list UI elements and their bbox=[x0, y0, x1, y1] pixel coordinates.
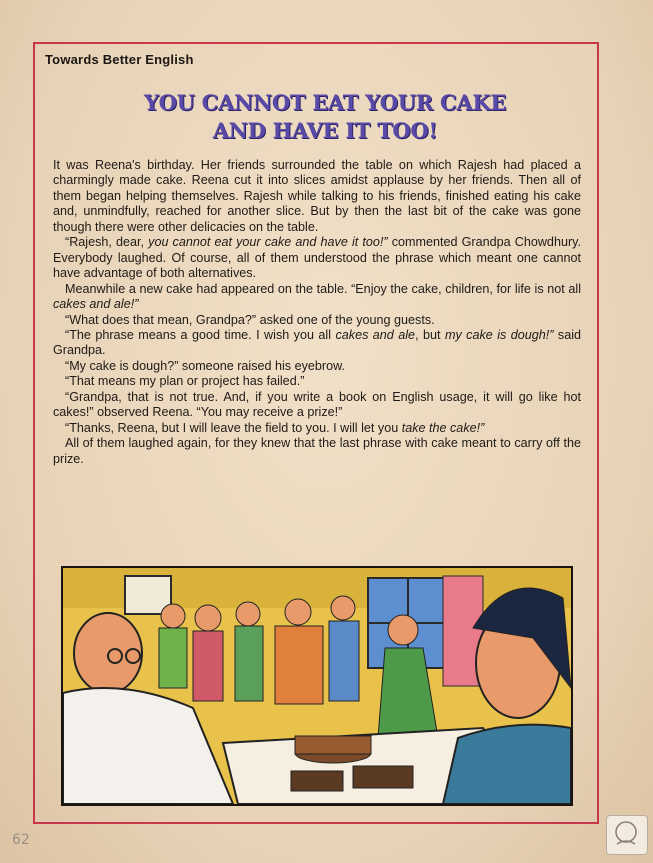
series-heading: Towards Better English bbox=[45, 52, 194, 67]
stamp-art bbox=[607, 816, 645, 852]
story-title-line-1: YOU CANNOT EAT YOUR CAKE bbox=[143, 90, 507, 115]
cake-body bbox=[295, 736, 371, 754]
paragraph: “What does that mean, Grandpa?” asked one of the young guests. bbox=[65, 312, 435, 327]
italic-phrase: my cake is dough!” bbox=[444, 327, 554, 342]
cake-box bbox=[353, 766, 413, 788]
italic-phrase: cakes and ale!” bbox=[53, 297, 139, 312]
italic-phrase: you cannot eat your cake and have it too!” bbox=[148, 235, 388, 250]
paragraph bbox=[53, 235, 581, 281]
story-title-line-2: AND HAVE IT TOO! bbox=[212, 118, 438, 143]
paragraph: “That means my plan or project has failed.” bbox=[65, 374, 305, 389]
italic-phrase: cakes and ale bbox=[335, 327, 416, 342]
paragraph: “Grandpa, that is not true. And, if you write a book on English usage, it will go like hot cakes!” observed Reena. “You may receive a prize!” bbox=[53, 389, 581, 420]
text-run: said Grandpa. bbox=[53, 327, 582, 358]
paragraph bbox=[53, 282, 581, 313]
paragraph: All of them laughed again, for they knew that the last phrase with cake meant to carry off the prize. bbox=[53, 436, 581, 466]
paragraph bbox=[53, 421, 581, 436]
illustration-art bbox=[63, 568, 571, 804]
paragraph: It was Reena's birthday. Her friends surrounded the table on which Rajesh had placed a charmingly made cake. Reena cut it into slices amidst applause by her friends. Then all of them began helping themselves. Rajesh while talking to his friends, finished eating his cake and, unmindfully, reached for another slice. But by then the last bit of the cake was gone though there were other delicacies on the table. bbox=[53, 158, 581, 234]
paragraph: “My cake is dough?” someone raised his eyebrow. bbox=[65, 358, 346, 373]
story-text bbox=[53, 158, 581, 467]
italic-phrase: take the cake!” bbox=[401, 420, 485, 435]
text-run: “The phrase means a good time. I wish you all bbox=[65, 327, 336, 342]
text-run: “Thanks, Reena, but I will leave the field to you. I will let you bbox=[65, 420, 402, 435]
text-run: Meanwhile a new cake had appeared on the table. “Enjoy the cake, children, for life is not all bbox=[65, 281, 581, 296]
text-run: commented Grandpa Chowdhury. Everybody laughed. Of course, all of them understood the phrase which meant one cannot have advantage of both alternatives. bbox=[53, 235, 582, 281]
text-run: “Rajesh, dear, bbox=[65, 235, 149, 250]
paragraph bbox=[53, 328, 581, 359]
page-number: 62 bbox=[12, 832, 30, 848]
birthday-party-illustration bbox=[61, 566, 573, 806]
cake-box bbox=[291, 771, 343, 791]
library-stamp-icon bbox=[606, 815, 648, 855]
text-run: , but bbox=[415, 327, 445, 342]
